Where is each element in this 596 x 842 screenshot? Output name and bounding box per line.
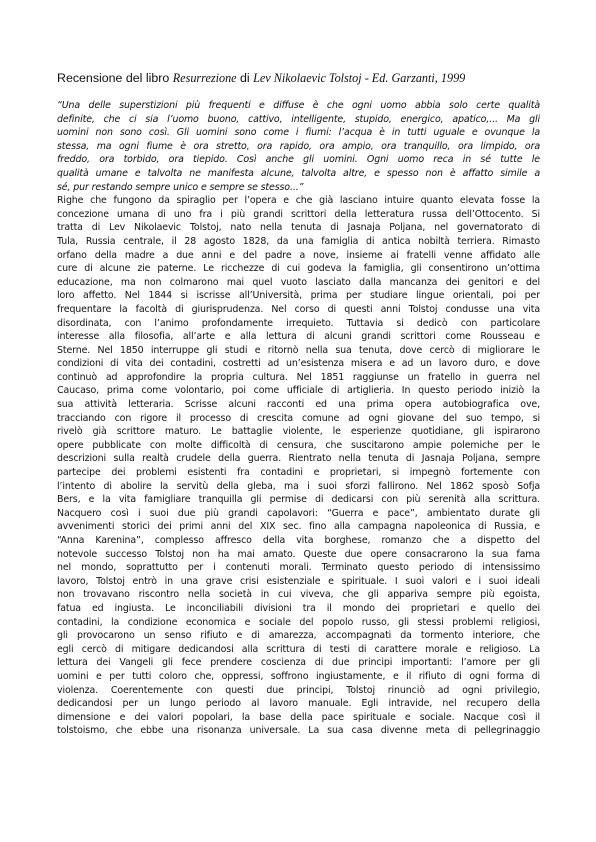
quote-line: stessa, ma ogni fiume è ora stretto, ora rapido, ora ampio, ora tranquillo, ora limpido, ora: [57, 140, 540, 152]
body-line: nel mondo, soprattutto per i contenuti morali. Terminato questo periodo di intensissimo: [57, 562, 540, 574]
body-line: violenza. Coerentemente con questi due principi, Tolstoj rinunciò ad ogni privilegio,: [57, 684, 540, 696]
body-line: educazione, ma non colmarono mai quel vuoto lasciato dalla mancanza dei genitori e del: [57, 276, 540, 288]
body-line: orfano della madre a due anni e del padre a nove, insieme ai fratelli venne affidato alle: [57, 249, 540, 261]
body-line: fatua ed ingiusta. Le inconciliabili divisioni tra il mondo dei proprietari e quello dei: [57, 602, 540, 614]
quote-line: uomini non sono così. Gli uomini sono come i fiumi: l’acqua è in tutti uguale e ovunque la: [57, 127, 540, 139]
body-line: concezione umana di uno fra i più grandi scrittori della letteratura russa dell’Ottocento. Si: [57, 208, 540, 220]
quote-line: sé, pur restando sempre unico e sempre se stesso...”: [57, 181, 304, 193]
body-line: condizioni di vita dei contadini, costretti ad un’esistenza misera e ad un lavoro duro, e dove: [57, 358, 540, 370]
body-line: “Anna Karenina”, complesso affresco della vita borghese, romanzo che a dispetto del: [57, 535, 540, 546]
body-line: notevole successo Tolstoj non ha mai amato. Queste due opere consacrarono la sua fama: [57, 548, 540, 560]
body-line: interesse alla filosofia, all’arte e alla lettura di alcuni grandi scrittori come Rousseau e: [57, 331, 540, 343]
body-line: descrizioni sulla realtà crudele della guerra. Rientrato nella tenuta di Jasnaja Poljana, sempre: [57, 453, 540, 465]
quote-line: definite, che ci sia l’uomo buono, cattivo, intelligente, stupido, energico, apatico,... Ma gli: [57, 113, 540, 125]
body-line: avvenimenti storici dei primi anni del XIX sec. fino alla campagna napoleonica di Russia, e: [57, 521, 540, 533]
body-line: lettura dei Vangeli gli fece prendere coscienza di due principi importanti: l’amore per gli: [57, 657, 540, 669]
body-line: frequentare la facoltà di giurisprudenza. Nel corso di questi anni Tolstoj condusse una vita: [57, 303, 540, 315]
title-by: di: [236, 71, 254, 85]
body-line: egli cercò di mitigare dedicandosi alla scrittura di testi di carattere morale e religioso. La: [57, 643, 540, 655]
body-line: uomini e per tutti coloro che, oppressi, soffrono ingiustamente, e il rifiuto di ogni forma di: [57, 670, 540, 682]
body-line: Tula, Russia centrale, il 28 agosto 1828, da una famiglia di antica nobiltà terriera. Rimasto: [57, 235, 540, 247]
quote-line: qualità umane e talvolta ne manifesta alcune, talvolta altre, e spesso non è affatto simile a: [57, 167, 540, 179]
body-line: disordinata, con l’animo profondamente irrequieto. Tuttavia si dedicò con particolare: [57, 317, 540, 329]
body-line: l’intento di abolire la servitù della gleba, ma i suoi sforzi fallirono. Nel 1862 sposò Sofja: [57, 480, 540, 492]
body-line: tracciando con rigore il processo di crescita comune ad ogni giovane del suo tempo, si: [57, 412, 540, 424]
title-prefix: Recensione del libro: [57, 71, 173, 85]
review-paragraph: [57, 194, 540, 738]
document-body: [57, 99, 540, 738]
body-line: opere pubblicate con molte difficoltà di censura, che suscitarono ampie polemiche per le: [57, 439, 540, 451]
body-line: cure di alcune zie paterne. Le ricchezze di cui godeva la famiglia, gli consentirono un’ottima: [57, 263, 540, 275]
body-line: Nacquero così i suoi due più grandi capolavori: “Guerra e pace”, ambientato durate gli: [57, 507, 540, 519]
body-line: tratta di Lev Nikolaevic Tolstoj, nato nella tenuta di Jasnaja Poljana, nel governatorato di: [57, 222, 540, 234]
body-line: Sterne. Nel 1850 interruppe gli studi e ritornò nella sua tenuta, dove cercò di migliorare le: [57, 344, 540, 356]
author-publisher: Lev Nikolaevic Tolstoj - Ed. Garzanti, 1999: [253, 71, 466, 85]
body-line: dedicandosi per un lungo periodo al lavoro manuale. Egli intravide, nel recupero della: [57, 698, 540, 710]
body-line: lavoro, Tolstoj entrò in una grave crisi esistenziale e spirituale. I suoi valori e i suoi ideali: [57, 575, 540, 587]
body-line: continuò ad approfondire la propria cultura. Nel 1851 raggiunse un fratello in guerra nel: [57, 371, 540, 383]
opening-quote: [57, 99, 540, 194]
body-line: rivelò già scrittore maturo. Le battaglie violente, le esperienze quotidiane, gli ispirarono: [57, 426, 540, 438]
body-line: contadini, la condizione economica e sociale del popolo russo, gli stessi problemi religiosi,: [57, 616, 540, 628]
quote-line: freddo, ora torbido, ora tiepido. Così anche gli uomini. Ogni uomo reca in sé tutte le: [57, 154, 540, 166]
quote-line: “Una delle superstizioni più frequenti e diffuse è che ogni uomo abbia solo certe qualità: [57, 100, 540, 111]
body-line: Caucaso, prima come volontario, poi come ufficiale di artiglieria. In questo periodo iniziò la: [57, 385, 540, 397]
body-line: non trovavano riscontro nella società in cui viveva, che gli appariva sempre più egoista,: [57, 589, 540, 601]
body-line: gli provocarono un senso rifiuto e di amarezza, accompagnati da tormento interiore, che: [57, 630, 540, 642]
body-line: tolstoismo, che ebbe una risonanza universale. La sua casa divenne meta di pellegrinaggio: [57, 725, 540, 737]
body-line: dimensione e dei valori popolari, la base della pace spirituale e sociale. Nacque così il: [57, 711, 540, 723]
body-line: loro affetto. Nel 1844 si iscrisse all’Università, prima per studiare lingue orientali, poi per: [57, 290, 540, 302]
body-line: sua attività letteraria. Scrisse alcuni racconti ed una prima opera autobiografica ove,: [57, 399, 540, 411]
body-line: Righe che fungono da spiraglio per l’opera e che già lasciano intuire quanto elevata fosse la: [57, 195, 540, 207]
page-title: [57, 70, 547, 86]
body-line: partecipe dei problemi esistenti fra contadini e proprietari, si impegnò fortemente con: [57, 467, 540, 479]
book-title: Resurrezione: [172, 71, 237, 85]
body-line: Bers, e la vita famigliare tranquilla gli permise di dedicarsi con più serenità alla scrittura.: [57, 494, 540, 506]
